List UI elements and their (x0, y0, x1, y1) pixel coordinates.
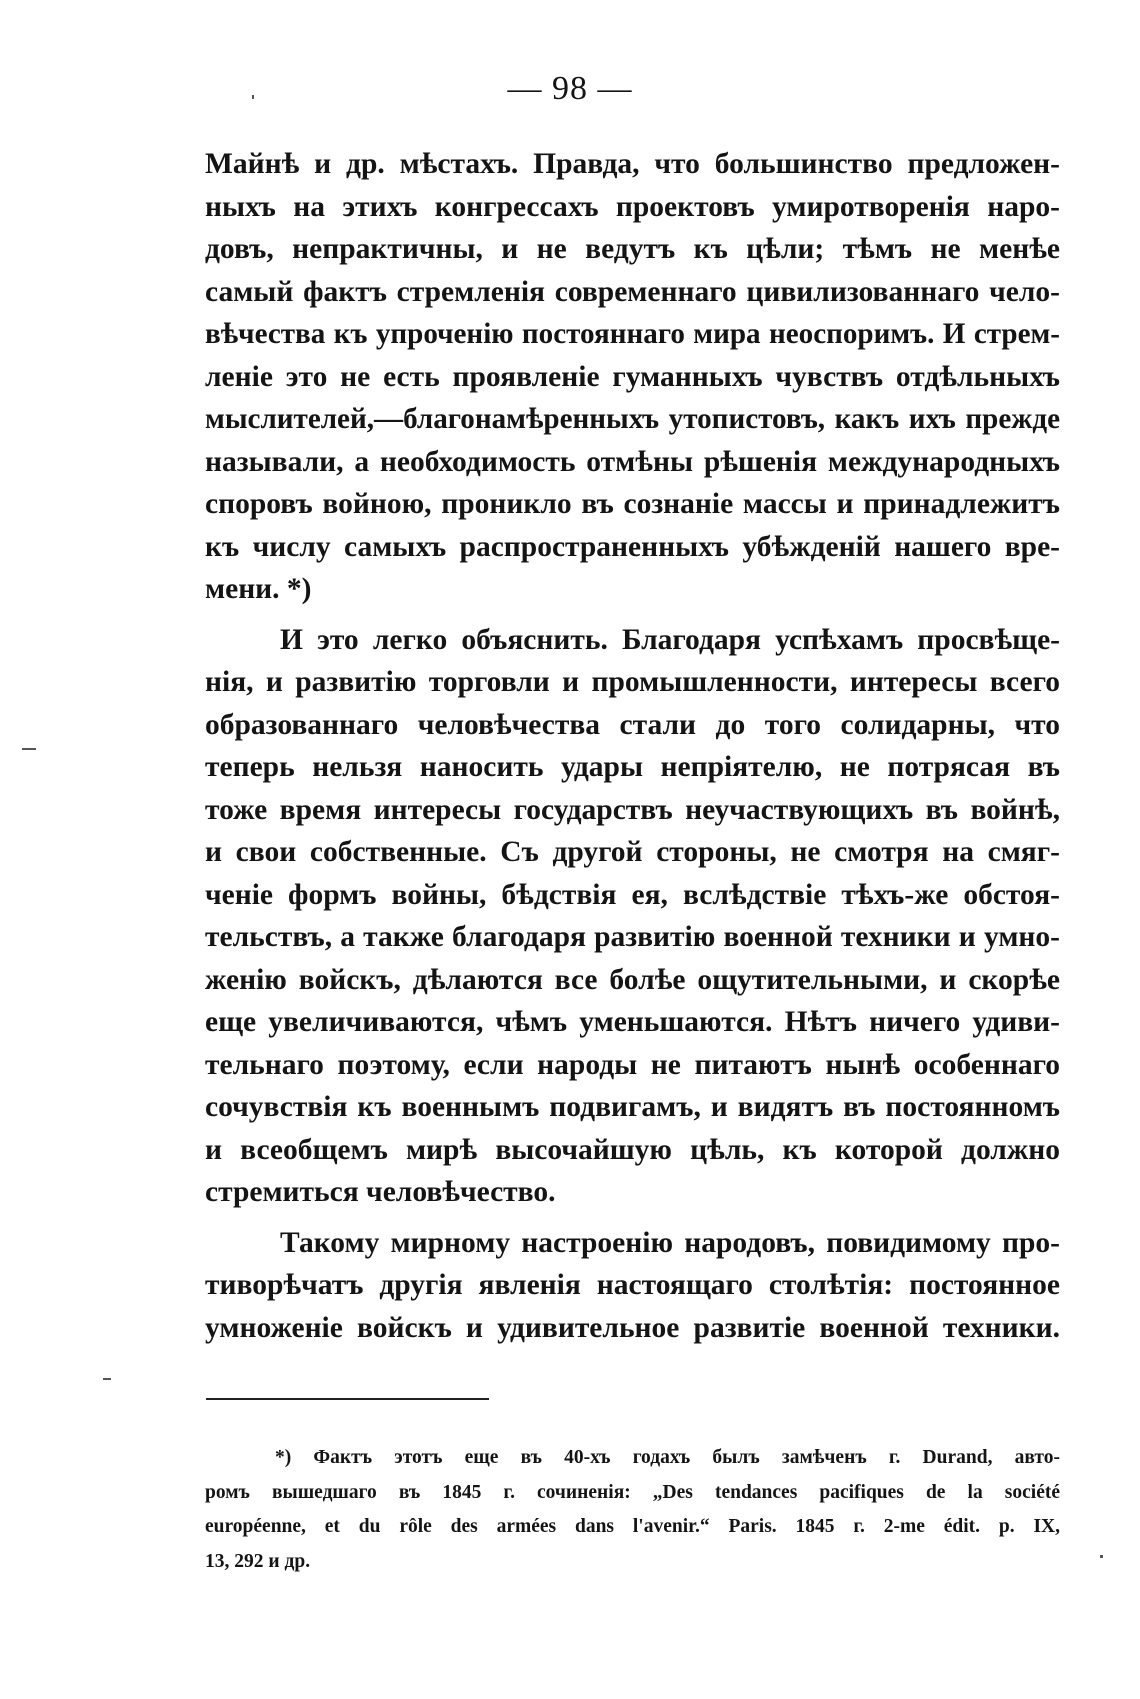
page-number: — 98 — (507, 70, 633, 107)
text-line: мыслителей,—благонамѣренныхъ утопистовъ, какъ ихъ прежде (205, 403, 1060, 435)
footnote-divider (206, 1398, 489, 1400)
text-line: стремиться человѣчество. (205, 1176, 556, 1208)
scan-speck (103, 1378, 111, 1380)
text-line: И это легко объяснить. Благодаря успѣхамъ просвѣще- (280, 623, 1060, 656)
text-line: къ числу самыхъ распространенныхъ убѣжденій нашего вре- (205, 530, 1060, 563)
text-line: и свои собственные. Съ другой стороны, не смотря на смяг- (205, 836, 1060, 868)
text-line: женію войскъ, дѣлаются все болѣе ощутительными, и скорѣе (205, 963, 1060, 996)
text-line: сочувствія къ военнымъ подвигамъ, и видятъ въ постоянномъ (205, 1091, 1060, 1123)
text-line: образованнаго человѣчества стали до того солидарны, что (205, 708, 1060, 741)
text-line: тельнаго поэтому, если народы не питаютъ нынѣ особеннаго (205, 1048, 1060, 1081)
text-line: довъ, непрактичны, и не ведутъ къ цѣли; тѣмъ не менѣе (205, 233, 1060, 265)
text-line: ныхъ на этихъ конгрессахъ проектовъ умиротворенія наро- (205, 190, 1060, 223)
text-line: Майнѣ и др. мѣстахъ. Правда, что большинство предложен- (205, 148, 1060, 180)
text-line: еще увеличиваются, чѣмъ уменьшаются. Нѣтъ ничего удиви- (205, 1006, 1060, 1038)
footnote-line: européenne, et du rôle des armées dans l'avenir.“ Paris. 1845 г. 2-me édit. p. IX, (205, 1516, 1060, 1537)
scan-speck (22, 748, 36, 750)
footnote-line: *) Фактъ этотъ еще въ 40-хъ годахъ былъ замѣченъ г. Durand, авто- (275, 1447, 1060, 1468)
scan-speck (1100, 1555, 1103, 1558)
text-line: леніе это не есть проявленіе гуманныхъ чувствъ отдѣльныхъ (205, 360, 1060, 393)
text-line: нія, и развитію торговли и промышленности, интересы всего (205, 666, 1060, 698)
text-line: тельствъ, а также благодаря развитію военной техники и умно- (205, 921, 1060, 953)
scan-speck (252, 95, 254, 99)
text-line: споровъ войною, проникло въ сознаніе массы и принадлежитъ (205, 488, 1060, 520)
text-line: вѣчества къ упроченію постояннаго мира неоспоримъ. И стрем- (205, 318, 1060, 350)
text-line: самый фактъ стремленія современнаго цивилизованнаго чело- (205, 275, 1060, 308)
text-line: тиворѣчатъ другія явленія настоящаго столѣтія: постоянное (205, 1269, 1060, 1301)
text-line: и всеобщемъ мирѣ высочайшую цѣль, къ которой должно (205, 1133, 1060, 1166)
paragraph (205, 619, 1060, 1214)
footnote-line: ромъ вышедшаго въ 1845 г. сочиненія: „Des tendances pacifiques de la société (205, 1481, 1060, 1503)
text-line: называли, а необходимость отмѣны рѣшенія международныхъ (205, 445, 1060, 478)
text-line: тоже время интересы государствъ неучаствующихъ въ войнѣ, (205, 793, 1060, 826)
body-text (205, 143, 1060, 1349)
footnote (205, 1441, 1060, 1579)
text-line: Такому мирному настроенію народовъ, повидимому про- (280, 1226, 1060, 1259)
text-line: ченіе формъ войны, бѣдствія ея, вслѣдствіе тѣхъ-же обстоя- (205, 878, 1060, 911)
text-line: умноженіе войскъ и удивительное развитіе военной техники. (205, 1311, 1060, 1344)
text-line: мени. *) (205, 573, 312, 605)
paragraph (205, 1222, 1060, 1350)
footnote-line: 13, 292 и др. (205, 1550, 311, 1572)
paragraph (205, 143, 1060, 611)
text-line: теперь нельзя наносить удары непріятелю, не потрясая въ (205, 751, 1060, 783)
